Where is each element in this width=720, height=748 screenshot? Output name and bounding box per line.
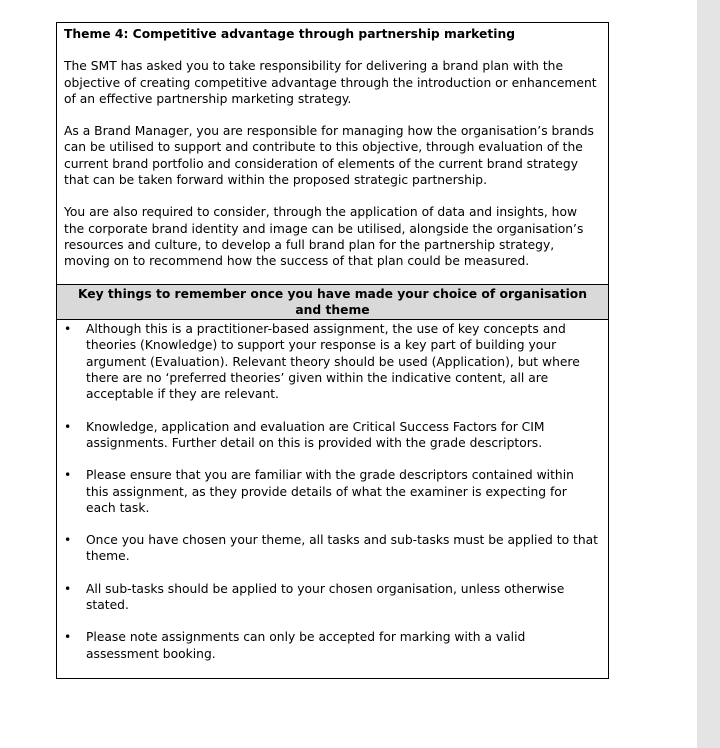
list-item-text: All sub-tasks should be applied to your chosen organisation, unless otherwise stated. xyxy=(86,581,565,613)
bullet-icon: • xyxy=(64,419,72,434)
key-things-header: Key things to remember once you have made your choice of organisation and theme xyxy=(57,284,608,321)
list-item-text: Once you have chosen your theme, all tasks and sub-tasks must be applied to that theme. xyxy=(86,533,598,564)
list-item xyxy=(64,467,600,516)
bullet-icon: • xyxy=(64,468,72,483)
theme-paragraph-3: You are also required to consider, through the application of data and insights, how the corporate brand identity and image can be utilised, alongside the organisation’s resources and culture, to develop a full brand plan for the partnership strategy, moving on to recommend how the success of that plan could be measured. xyxy=(64,205,584,269)
bullet-icon: • xyxy=(64,322,72,337)
list-item xyxy=(64,321,600,402)
key-things-cell xyxy=(57,320,608,678)
theme-table xyxy=(56,22,609,679)
bullet-icon: • xyxy=(64,630,72,645)
bullet-icon: • xyxy=(64,533,72,548)
theme-cell xyxy=(57,23,608,284)
theme-paragraph-1: The SMT has asked you to take responsibility for delivering a brand plan with the objective of creating competitive advantage through the introduction or enhancement of an effective partnership marketing strategy. xyxy=(64,59,597,106)
list-item xyxy=(64,629,600,662)
theme-paragraph-2: As a Brand Manager, you are responsible for managing how the organisation’s brands can be utilised to support and contribute to this objective, through evaluation of the current brand portfolio and consideration of elements of the current brand strategy that can be taken forward within the proposed strategic partnership. xyxy=(64,124,594,188)
list-item-text: Although this is a practitioner-based assignment, the use of key concepts and theories (Knowledge) to support your response is a key part of building your argument (Evaluation). Relevant theory should be used (Application), but where there are no ‘preferred theories’ given within the indicative content, all are acceptable if they are relevant. xyxy=(86,322,580,402)
list-item xyxy=(64,581,600,614)
list-item-text: Knowledge, application and evaluation are Critical Success Factors for CIM assignments. Further detail on this is provided with the grade descriptors. xyxy=(86,419,545,450)
page-side-strip xyxy=(697,0,720,748)
key-things-list xyxy=(64,321,600,662)
bullet-icon: • xyxy=(64,581,72,596)
list-item xyxy=(64,419,600,452)
list-item-text: Please ensure that you are familiar with the grade descriptors contained within this assignment, as they provide details of what the examiner is expecting for each task. xyxy=(86,468,574,515)
list-item-text: Please note assignments can only be accepted for marking with a valid assessment booking. xyxy=(86,630,526,661)
list-item xyxy=(64,532,600,565)
theme-title: Theme 4: Competitive advantage through partnership marketing xyxy=(64,27,516,41)
